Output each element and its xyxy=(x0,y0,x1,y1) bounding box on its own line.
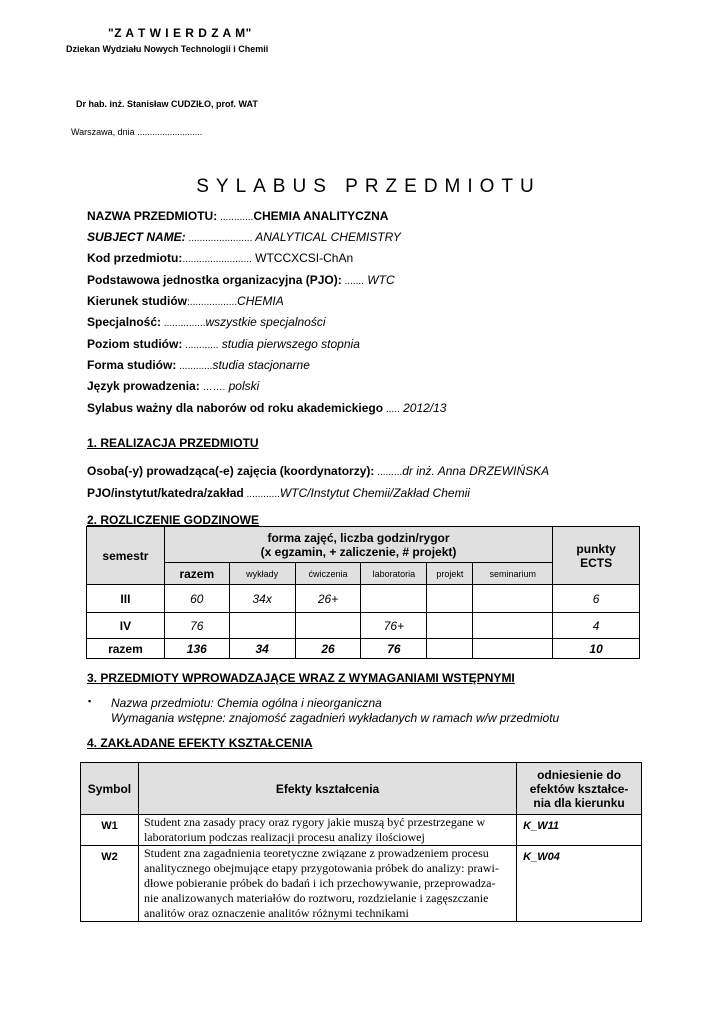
ects-cell: 4 xyxy=(553,613,640,639)
col-total: razem xyxy=(164,563,229,585)
lectures-cell xyxy=(229,613,295,639)
effect-description xyxy=(138,815,516,846)
meta-label: Specjalność: xyxy=(87,315,162,329)
coordinator-value: dr inż. Anna DRZEWIŃSKA xyxy=(402,464,550,478)
exercises-cell: 26+ xyxy=(295,585,361,613)
meta-value: studia stacjonarne xyxy=(212,358,310,372)
labs-cell xyxy=(361,585,427,613)
ects-cell: 6 xyxy=(553,585,640,613)
col-seminar: seminarium xyxy=(473,563,553,585)
effect-line: dłowe pobieranie próbek do badań i ich przechowywanie, przeprowadza- xyxy=(143,876,496,890)
meta-study-level xyxy=(87,337,360,351)
coordinator-line xyxy=(87,464,549,478)
seminar-cell xyxy=(473,613,553,639)
effect-line: analitycznego obejmujące etapy przygotowania próbek do analizy: prawi- xyxy=(143,861,499,875)
form-header xyxy=(164,527,552,563)
effect-line: analitów oraz oznaczenie analitów różnymi technikami xyxy=(143,906,409,920)
meta-label: Sylabus ważny dla naborów od roku akademickiego xyxy=(87,401,384,415)
labs-cell: 76+ xyxy=(361,613,427,639)
lectures-cell: 34 xyxy=(229,639,295,659)
effect-line: Student zna zasady pracy oraz rygory jakie muszą być przestrzegane w xyxy=(143,815,486,829)
meta-dots: :................. xyxy=(187,297,238,308)
ects-cell: 10 xyxy=(553,639,640,659)
reference-cell: K_W11 xyxy=(517,815,642,846)
meta-label: NAZWA PRZEDMIOTU: xyxy=(87,209,218,223)
effects-table xyxy=(80,762,642,922)
meta-label: Podstawowa jednostka organizacyjna (PJO): xyxy=(87,273,342,287)
semester-cell: III xyxy=(87,585,165,613)
meta-dots: ............ xyxy=(182,340,219,351)
col-symbol: Symbol xyxy=(81,763,139,815)
total-cell: 60 xyxy=(164,585,229,613)
prereq-line-1: Nazwa przedmiotu: Chemia ogólna i nieorganiczna xyxy=(111,696,382,710)
col-lectures: wykłady xyxy=(229,563,295,585)
seminar-cell xyxy=(473,639,553,659)
total-cell: 76 xyxy=(164,613,229,639)
meta-dots: ……. xyxy=(199,382,226,393)
meta-value: ANALYTICAL CHEMISTRY xyxy=(252,230,401,244)
project-cell xyxy=(427,585,473,613)
unit-label: PJO/instytut/katedra/zakład xyxy=(87,486,244,500)
unit-line xyxy=(87,486,470,500)
project-cell xyxy=(427,639,473,659)
meta-dots: ......... xyxy=(374,467,403,478)
total-row xyxy=(87,639,640,659)
meta-value: 2012/13 xyxy=(399,401,447,415)
effect-description xyxy=(138,846,516,922)
meta-language xyxy=(87,379,259,393)
table-row xyxy=(87,613,640,639)
meta-value: polski xyxy=(225,379,260,393)
col-effects: Efekty kształcenia xyxy=(138,763,516,815)
place-date: Warszawa, dnia .......................... xyxy=(71,127,203,137)
exercises-cell: 26 xyxy=(295,639,361,659)
meta-study-form xyxy=(87,358,310,372)
meta-dots: ............ xyxy=(217,212,254,223)
col-reference-line1: odniesienie do xyxy=(537,767,622,782)
meta-label: SUBJECT NAME: xyxy=(87,230,186,244)
effect-line: nie analizowanych materiałów do roztworu, rozdzielanie i zagęszczanie xyxy=(143,891,489,905)
prereq-line-2: Wymagania wstępne: znajomość zagadnień wykładanych w ramach w/w przedmiotu xyxy=(111,711,560,725)
meta-label: Kierunek studiów xyxy=(87,294,188,308)
form-header-line1: forma zajęć, liczba godzin/rygor xyxy=(267,530,450,545)
labs-cell: 76 xyxy=(361,639,427,659)
lectures-cell: 34x xyxy=(229,585,295,613)
section-4-title: 4. ZAKŁADANE EFEKTY KSZTAŁCENIA xyxy=(87,736,313,750)
hours-table xyxy=(86,526,640,659)
meta-subject-name xyxy=(87,230,401,244)
meta-value: wszystkie specjalności xyxy=(205,315,326,329)
meta-valid-year xyxy=(87,401,446,415)
effect-line: laboratorium podczas realizacji procesu analizy ilościowej xyxy=(143,830,425,844)
table-row xyxy=(81,815,642,846)
col-project: projekt xyxy=(427,563,473,585)
col-reference-line2: efektów kształce- xyxy=(529,781,629,796)
meta-label: Kod przedmiotu: xyxy=(87,251,183,265)
exercises-cell xyxy=(295,613,361,639)
meta-value: WTCCXCSI-ChAn xyxy=(251,251,354,265)
table-row xyxy=(87,585,640,613)
table-row xyxy=(81,846,642,922)
symbol-cell: W2 xyxy=(81,846,139,922)
col-exercises: ćwiczenia xyxy=(295,563,361,585)
meta-dots: ....... xyxy=(341,276,364,287)
semester-header: semestr xyxy=(87,527,165,585)
symbol-cell: W1 xyxy=(81,815,139,846)
section-1-title: 1. REALIZACJA PRZEDMIOTU xyxy=(87,436,259,450)
meta-dots: ....................... xyxy=(185,233,253,244)
meta-label: Język prowadzenia: xyxy=(87,379,200,393)
meta-dots: ..... xyxy=(383,404,400,415)
meta-course-code xyxy=(87,251,353,265)
meta-label: Forma studiów: xyxy=(87,358,177,372)
ects-header xyxy=(553,527,640,585)
col-reference xyxy=(517,763,642,815)
bullet-icon: ▪ xyxy=(88,696,92,706)
meta-value: CHEMIA ANALITYCZNA xyxy=(253,209,389,223)
meta-field-of-study xyxy=(87,294,284,308)
meta-value: CHEMIA xyxy=(237,294,284,308)
meta-dots: ......................... xyxy=(182,254,252,265)
col-reference-line3: nia dla kierunku xyxy=(533,795,625,810)
meta-specialization xyxy=(87,315,326,329)
dean-name: Dr hab. inż. Stanisław CUDZIŁO, prof. WAT xyxy=(76,99,258,109)
meta-value: WTC xyxy=(363,273,395,287)
effect-line: Student zna zagadnienia teoretyczne związane z prowadzeniem procesu xyxy=(143,846,489,860)
section-2-title: 2. ROZLICZENIE GODZINOWE xyxy=(87,513,260,527)
approval-heading: "Z A T W I E R D Z A M" xyxy=(108,26,252,40)
meta-dots: ............... xyxy=(161,318,206,329)
dean-title: Dziekan Wydziału Nowych Technologii i Chemii xyxy=(66,44,269,54)
semester-cell: IV xyxy=(87,613,165,639)
meta-course-name xyxy=(87,209,388,223)
ects-header-line2: ECTS xyxy=(580,555,613,570)
meta-dots: ............ xyxy=(243,489,280,500)
unit-value: WTC/Instytut Chemii/Zakład Chemii xyxy=(279,486,470,500)
section-3-title: 3. PRZEDMIOTY WPROWADZAJĄCE WRAZ Z WYMAGANIAMI WSTĘPNYMI xyxy=(87,671,515,685)
meta-pjo xyxy=(87,273,395,287)
coordinator-label: Osoba(-y) prowadząca(-e) zajęcia (koordynatorzy): xyxy=(87,464,375,478)
meta-value: studia pierwszego stopnia xyxy=(218,337,360,351)
meta-dots: ............ xyxy=(176,361,213,372)
project-cell xyxy=(427,613,473,639)
reference-cell: K_W04 xyxy=(517,846,642,922)
col-labs: laboratoria xyxy=(361,563,427,585)
total-cell: 136 xyxy=(164,639,229,659)
document-title: SYLABUS PRZEDMIOTU xyxy=(196,176,541,197)
meta-label: Poziom studiów: xyxy=(87,337,183,351)
seminar-cell xyxy=(473,585,553,613)
semester-cell: razem xyxy=(87,639,165,659)
form-header-line2: (x egzamin, + zaliczenie, # projekt) xyxy=(260,544,457,559)
ects-header-line1: punkty xyxy=(576,541,616,556)
